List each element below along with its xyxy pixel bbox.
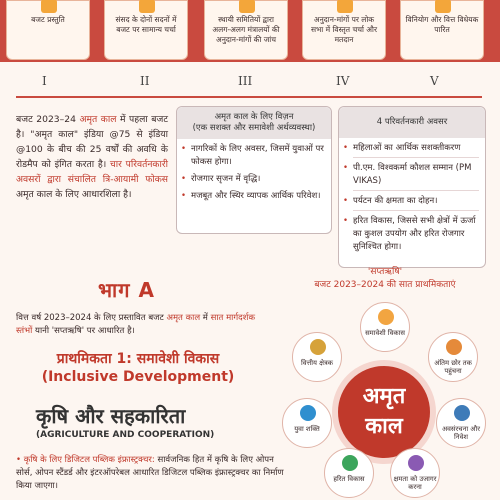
part-a-highlight: अमृत काल: [166, 313, 201, 323]
part-a-text: में: [200, 313, 211, 323]
vision-item: • रोजगार सृजन में वृद्धि।: [191, 173, 325, 186]
step-demands-voting: [302, 0, 386, 60]
priority-label: अंतिम छोर तक पहुंचना: [434, 359, 472, 375]
intro-paragraph: [16, 112, 168, 202]
bullet-dot: •: [16, 455, 24, 465]
priority-title: प्राथमिकता 1: समावेशी विकास: [56, 351, 220, 367]
intro-highlight: अमृत काल: [79, 114, 117, 125]
priority-label: हरित विकास: [333, 475, 365, 483]
priority-youth-power: [282, 398, 332, 448]
opportunities-box-header: [339, 107, 485, 138]
priority-inclusive-development: [360, 302, 410, 352]
priority-unleashing-potential: [390, 448, 440, 498]
part-a-text: यानी 'सप्तऋषि' पर आधारित है।: [32, 326, 135, 336]
document-icon: [41, 0, 57, 13]
roman-numeral: I: [42, 74, 47, 88]
priority-label: समावेशी विकास: [365, 329, 405, 337]
saptarshi-subtitle-line: बजट 2023–2024 की सात प्राथमिकताएं: [314, 280, 456, 290]
step-label: बजट प्रस्तुति: [31, 15, 65, 24]
vision-item: • मजबूत और स्थिर व्यापक आर्थिक परिवेश।: [191, 190, 325, 203]
intro-text: बजट 2023–24: [16, 114, 80, 125]
bullet-text: सार्वजनिक हित में कृषि के लिए ओपन सोर्स, ओपन स्टैंडर्ड और इंटरऑपरेबल आधारित डिजिटल पब्लिक इंफ्रास्ट्रक्चर का निर्माण किया जाएगा।: [16, 455, 284, 491]
coin-icon: [310, 339, 326, 355]
vision-item: • नागरिकों के लिए अवसर, जिसमें युवाओं पर फोकस होगा।: [191, 143, 325, 169]
roman-numeral: V: [430, 74, 439, 88]
gavel-icon: [435, 0, 451, 13]
opportunities-list: [339, 142, 485, 254]
vision-list: [177, 143, 331, 203]
step-label: स्थायी समितियों द्वारा अलग-अलग मंत्रालयों की अनुदान-मांगों की जांच: [212, 15, 280, 44]
priority-infrastructure: [436, 398, 486, 448]
bulb-icon: [408, 455, 424, 471]
step-budget-presentation: [6, 0, 90, 60]
part-a-heading: भाग A: [98, 278, 155, 302]
opportunities-box: [338, 106, 486, 268]
step-label: संसद के दोनों सदनों में बजट पर सामान्य चर्चा: [115, 15, 177, 34]
amrit-kaal-center: [338, 366, 430, 458]
saptarshi-title: [280, 266, 490, 292]
intro-text: अमृत काल के लिए आधारशिला है।: [16, 189, 132, 200]
saptarshi-diagram: [280, 302, 490, 500]
intro-text: में पहला बजट है। "अमृत काल" इंडिया @75 से इंडिया @100 के बीच की 25 वर्षों की अवधि के रोडमैप को इंगित करता है।: [16, 114, 168, 170]
center-label: अमृत: [362, 384, 406, 409]
part-a-highlight: सात मार्गदर्शक स्तंभों: [16, 313, 255, 336]
section-title: कृषि और सहकारिता: [36, 404, 186, 428]
opportunity-item: • महिलाओं का आर्थिक सशक्तीकरण: [353, 142, 479, 158]
priority-heading: [16, 350, 260, 386]
section-bullet: [16, 454, 286, 493]
priority-label: क्षमता को उजागर करना: [393, 475, 437, 491]
step-label: अनुदान-मांगों पर लोक सभा में विस्तृत चर्चा और मतदान: [310, 15, 378, 44]
step-appropriation-bill: [400, 0, 484, 60]
committee-icon: [239, 0, 255, 13]
step-general-discussion: [104, 0, 188, 60]
step-label: विनियोग और वित्त विधेयक पारित: [405, 15, 479, 34]
leaf-icon: [342, 455, 358, 471]
saptarshi-title-line: 'सप्तऋषि': [367, 267, 403, 277]
opportunity-item: • हरित विकास, जिससे सभी क्षेत्रों में ऊर्जा का कुशल उपयोग और हरित रोजगार सुनिश्चित होगा।: [353, 215, 479, 254]
part-a-text: वित्त वर्ष 2023–2024 के लिए प्रस्तावित बजट: [16, 313, 167, 323]
vote-icon: [337, 0, 353, 13]
section-subtitle: (AGRICULTURE AND COOPERATION): [36, 430, 215, 440]
priority-label: अवसंरचना और निवेश: [441, 425, 481, 441]
vision-box-title: अमृत काल के लिए विज़न: [214, 112, 294, 122]
priority-label: युवा शक्ति: [294, 425, 320, 433]
bullet-highlight: कृषि के लिए डिजिटल पब्लिक इंफ्रास्ट्रक्चर:: [23, 455, 155, 465]
people-icon: [300, 405, 316, 421]
priority-green-growth: [324, 448, 374, 498]
vision-box-header: [177, 107, 331, 139]
step-committee-review: [204, 0, 288, 60]
divider-line: [16, 96, 482, 98]
handshake-icon: [446, 339, 462, 355]
priority-financial-sector: [292, 332, 342, 382]
roman-numeral: IV: [336, 74, 350, 88]
priority-label: वित्तीय क्षेत्रक: [301, 359, 333, 367]
vision-box: [176, 106, 332, 234]
center-label: काल: [365, 414, 403, 439]
opportunity-item: • पर्यटन की क्षमता का दोहन।: [353, 195, 479, 211]
part-a-paragraph: [16, 312, 256, 338]
opportunities-box-title: 4 परिवर्तनकारी अवसर: [376, 117, 448, 127]
roman-numeral: II: [140, 74, 150, 88]
vision-box-subtitle: (एक सशक्त और समावेशी अर्थव्यवस्था): [192, 123, 316, 133]
priority-subtitle: (Inclusive Development): [41, 369, 235, 385]
intro-highlight: चार परिवर्तनकारी अवसरों द्वारा संचालित त्रि-आयामी फोकस: [16, 159, 168, 185]
building-icon: [454, 405, 470, 421]
roman-numeral-row: [0, 74, 500, 92]
priority-last-mile: [428, 332, 478, 382]
parliament-icon: [139, 0, 155, 13]
growth-chart-icon: [378, 309, 394, 325]
roman-numeral: III: [238, 74, 253, 88]
opportunity-item: • पी.एम. विश्वकर्मा कौशल सम्मान (PM VIKAS): [353, 162, 479, 191]
